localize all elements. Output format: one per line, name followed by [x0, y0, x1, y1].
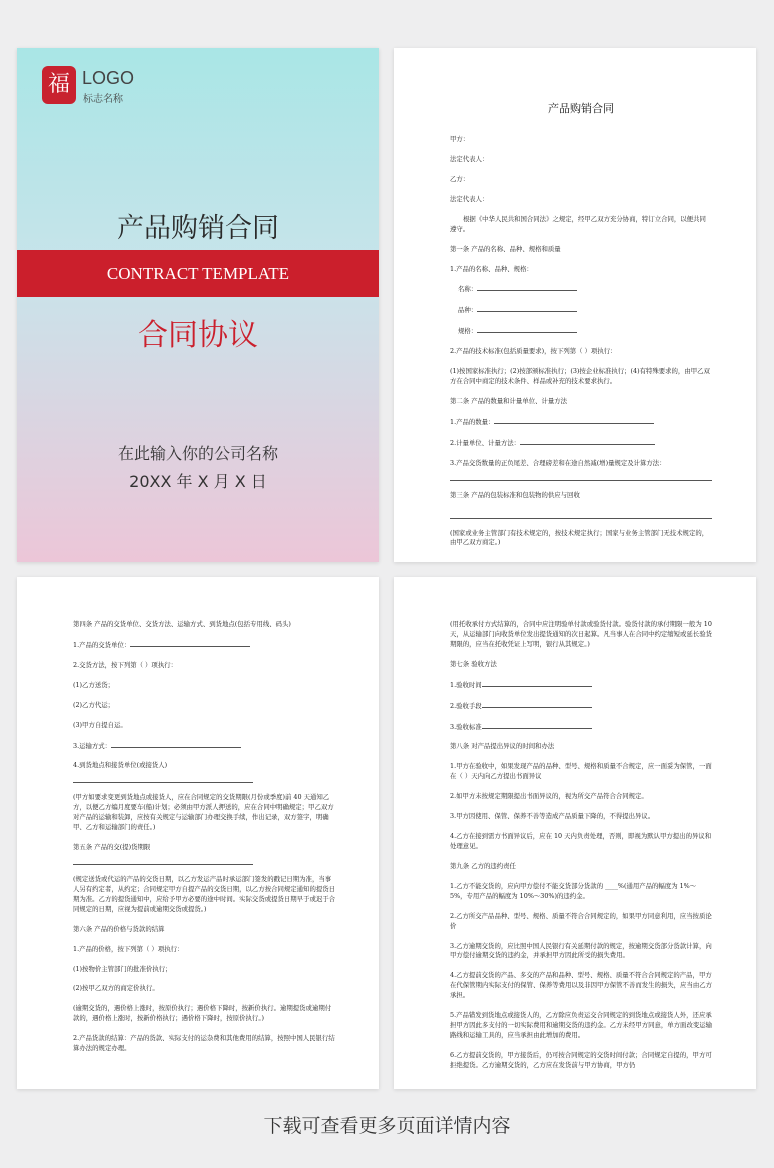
article-4-item-1 — [73, 640, 335, 651]
cover-page — [17, 48, 379, 562]
article-7-item-3-label: 3.验收标准 — [450, 722, 482, 731]
article-9-item-3: 3.乙方逾期交货的，应比照中国人民银行有关延期付款的规定，按逾期交货部分货款计算，向甲方偿付逾期交货的违约金，并承担甲方因此所受的损失费用。 — [450, 941, 712, 960]
rep-a-line: 法定代表人： — [450, 154, 489, 163]
article-6-item-2: 2.产品货款的结算：产品的货款、实际支付的运杂费和其他费用的结算，按照中国人民银行结算办法的规定办理。 — [73, 1034, 335, 1053]
article-6-option-2: (2)按甲乙双方的商定价执行。 — [73, 984, 159, 993]
article-9-item-1: 1.乙方不能交货的，应向甲方偿付不能交货部分货款的 ____%(通用产品的幅度为 1%～5%，专用产品的幅度为 10%～30%)的违约金。 — [450, 881, 697, 900]
article-7-heading: 第七条 验收方法 — [450, 659, 497, 668]
field-variety-label: 品种： — [458, 306, 478, 315]
article-8-item-3: 3.甲方因使用、保管、保养不善等造成产品质量下降的，不得提出异议。 — [450, 812, 655, 821]
article-4-item-2: 2.交货方法，按下列第（ ）项执行： — [73, 660, 177, 669]
article-2-heading: 第二条 产品的数量和计量单位、计量方法 — [450, 396, 568, 405]
article-4-option-2: (2)乙方代运； — [73, 700, 115, 709]
field-name — [450, 284, 712, 295]
article-9-item-6: 6.乙方提前交货的，甲方接货后，仍可按合同规定的交货时间付款；合同规定自提的，甲方可拒绝提货。乙方逾期交货的，乙方应在发货前与甲方协商，甲方仍 — [450, 1050, 712, 1069]
article-6-note: (逾期交货的，遇价格上涨时，按原价执行；遇价格下降时，按新价执行。逾期提货或逾期付款的，遇价格上涨时，按新价格执行；遇价格下降时，按原价执行。) — [73, 1004, 332, 1023]
blank-line — [73, 857, 253, 865]
article-6-heading: 第六条 产品的价格与货款的结算 — [73, 924, 165, 933]
article-7-item-1-label: 1.验收时间 — [450, 680, 482, 689]
article-9-heading: 第九条 乙方的违约责任 — [450, 861, 516, 870]
contract-page-1 — [394, 48, 756, 562]
article-4-item-3-label: 3.运输方式： — [73, 741, 112, 750]
article-9-item-4: 4.乙方提前交货的产品、多交的产品和品种、型号、规格、质量不符合合同规定的产品，甲方在代保管期内实际支付的保管、保养等费用以及非因甲方保管不善而发生的损失，应当由乙方承担。 — [450, 971, 713, 1000]
article-7-item-3 — [450, 722, 712, 733]
article-4-item-4: 4.到货地点和接货单位(或接货人) — [73, 761, 168, 770]
field-unit-label: 2.计量单位、计量方法： — [450, 438, 521, 447]
logo-subtitle: 标志名称 — [83, 94, 123, 105]
article-3-heading: 第三条 产品的包装标准和包装物的供应与回收 — [450, 490, 580, 499]
article-2-item-3: 3.产品交货数量的正负尾差、合理磅差和在途自然减(增)量规定及计算方法： — [450, 458, 666, 467]
logo-text: LOGO — [82, 68, 135, 88]
field-name-label: 名称： — [458, 285, 478, 294]
field-unit — [450, 438, 712, 449]
article-4-item-1-label: 1.产品的交货单位： — [73, 640, 131, 649]
article-4-item-3 — [73, 741, 335, 752]
logo-icon: 福 — [42, 66, 76, 104]
article-6-item-1: 1.产品的价格，按下列第（ ）项执行： — [73, 944, 184, 953]
page-title: 产品购销合同 — [548, 102, 614, 115]
field-spec — [450, 326, 712, 337]
article-8-item-2: 2.如甲方未按规定期限提出书面异议的，视为所交产品符合合同规定。 — [450, 792, 648, 801]
article-1-item-1: 1.产品的名称、品种、规格： — [450, 264, 533, 273]
cover-title: 产品购销合同 — [117, 213, 279, 244]
field-spec-label: 规格： — [458, 327, 478, 336]
article-1-item-2-detail: (1)按国家标准执行；(2)按部颁标准执行；(3)按企业标准执行；(4)有特殊要求的，由甲乙双方在合同中商定的技术条件、样品或补充的技术要求执行。 — [450, 367, 710, 386]
party-b-line: 乙方： — [450, 174, 470, 183]
article-9-item-5: 5.产品错发到货地点或接货人的，乙方除应负责运交合同规定的到货地点或接货人外，还应承担甲方因此多支付的一切实际费用和逾期交货的违约金。乙方未经甲方同意，单方面改变运输路线和运输工具的，应当承担由此增加的费用。 — [450, 1011, 713, 1039]
field-variety — [450, 305, 712, 316]
cover-date: 20XX 年 X 月 X 日 — [129, 472, 267, 491]
article-1-item-2: 2.产品的技术标准(包括质量要求)，按下列第（ ）项执行： — [450, 347, 617, 356]
article-6-option-1: (1)按物价主管部门的批准价执行； — [73, 964, 172, 973]
contract-page-3 — [394, 577, 756, 1089]
contract-page-2 — [17, 577, 379, 1089]
rep-b-line: 法定代表人： — [450, 194, 489, 203]
article-5-note: (规定送货或代运的产品的交货日期，以乙方发运产品时承运部门签发的戳记日期为准，当事人另有约定者，从约定；合同规定甲方自提产品的交货日期，以乙方按合同规定通知的提货日期为准。乙方的提货通知中，应给予甲方必要的途中时间。实际交货或提货日期早于或迟于合同规定的日期，应视为提前或逾期交货或提货。) — [73, 874, 336, 913]
field-quantity — [450, 417, 712, 428]
party-a-line: 甲方： — [450, 135, 470, 144]
article-8-item-1: 1.甲方在验收中，如果发现产品的品种、型号、规格和质量不合规定，应一面妥为保管，一面在（ ）天内向乙方提出书面异议 — [450, 762, 712, 781]
company-name: 在此输入你的公司名称 — [117, 444, 278, 463]
article-7-item-1 — [450, 680, 712, 691]
article-7-item-2-label: 2.验收手段 — [450, 701, 482, 710]
cover-subtitle: 合同协议 — [138, 318, 258, 353]
field-quantity-label: 1.产品的数量： — [450, 417, 495, 426]
blank-line — [450, 511, 712, 519]
cover-band — [17, 250, 379, 297]
article-1-heading: 第一条 产品的名称、品种、规格和质量 — [450, 244, 561, 253]
article-8-item-4: 4.乙方在接到需方书面异议后，应在 10 天内负责处理，否则，即视为默认甲方提出的异议和处理意见。 — [450, 832, 712, 850]
article-4-note: (甲方如要求变更到货地点或接货人，应在合同规定的交货期限(月份或季度)前 40 天通知乙方，以便乙方编月度要车(船)计划；必须由甲方派人押送的，应在合同中明确规定；甲乙双方对产品的运输和装卸，应按有关规定与运输部门办理交换手续，作出记录，双方签字，明确甲、乙方和运输部门的责任。) — [73, 793, 334, 832]
cover-band-text: CONTRACT TEMPLATE — [106, 264, 290, 283]
blank-line — [450, 473, 712, 481]
article-9-item-2: 2.乙方所交产品品种、型号、规格、质量不符合合同规定的，如果甲方同意利用，应当按质论价 — [450, 911, 712, 930]
download-more-caption: 下载可查看更多页面详情内容 — [263, 1115, 511, 1137]
article-5-heading: 第五条 产品的交(提)货期限 — [73, 843, 151, 852]
article-4-heading: 第四条 产品的交货单位、交货方法、运输方式、到货地点(包括专用线、码头) — [73, 620, 291, 628]
article-3-note: (国家或业务主管部门有技术规定的，按技术规定执行；国家与业务主管部门无技术规定的，由甲乙双方商定。) — [450, 528, 709, 547]
article-4-option-1: (1)乙方送货； — [73, 680, 115, 689]
intro-paragraph: 根据《中华人民共和国合同法》之规定，经甲乙双方充分协商，特订立合同，以便共同遵守。 — [450, 214, 706, 233]
article-8-heading: 第八条 对产品提出异议的时间和办法 — [450, 742, 555, 751]
blank-line — [73, 775, 253, 783]
article-7-item-2 — [450, 701, 712, 712]
article-4-option-3: (3)甲方自提自运。 — [73, 720, 127, 729]
continued-paragraph: (用托收承付方式结算的，合同中应注明验单付款或验货付款。验货付款的承付期限一般为 10 天，从运输部门向收货单位发出提货通知的次日起算。凡当事人在合同中约定缩短或延长验货期限的，应当在托收凭证上写明，银行从其规定。) — [450, 620, 713, 648]
